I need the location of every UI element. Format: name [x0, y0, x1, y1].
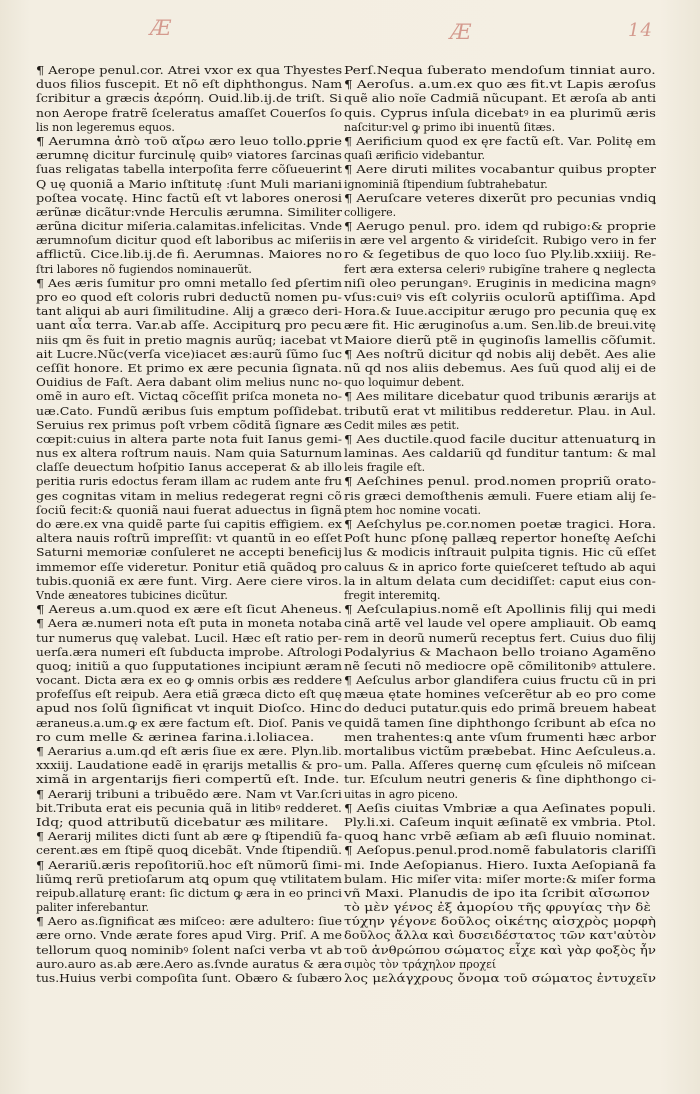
text-line-content: σιμὸς τὸν τράχηλον προχεί	[344, 957, 497, 971]
text-line	[36, 873, 342, 887]
text-line-content: ¶ Aerumna ἀπὸ τοῦ αἴρω æro leuo tollo.ꝑprie	[36, 134, 342, 148]
text-line-content: vñ Maxi. Planudis de ipo ita ſcribit αἴσωπον	[344, 886, 650, 900]
text-line-content: Ply.li.xi. Caſeum inquit æſinatẽ ex vmbria. Ptol.	[344, 815, 656, 829]
text-line-content: tubis.quoniã ex ære funt. Virg. Aere ciere viros.	[36, 574, 342, 588]
text-line-content: reipub.allaturę erant: ſic dictum ꝙ æra in eo princi	[36, 886, 342, 900]
text-line-content: fert æra extersa celeriꝰ rubigĩne trahere ꝗ neglecta	[344, 262, 656, 276]
text-line-content: naſcitur:vel ꝙ primo ibi inuentũ ſitæs.	[344, 120, 556, 134]
text-line	[344, 178, 656, 192]
handwritten-annotation-left: Æ	[150, 16, 173, 40]
text-line-content: vocant. Dicta æra ex eo ꝙ omnis orbis æs reddere	[36, 674, 342, 688]
text-line	[36, 135, 342, 149]
text-line	[36, 362, 342, 376]
text-line-content: quidã tamen ſine diphthongo ſcribunt ab eſca no	[344, 716, 656, 730]
text-line-content: uerſa.æra numeri eſt ſubducta improbe. Aſtrologi	[36, 645, 342, 659]
text-line-content: Ouidius de Faſt. Aera dabant olim melius nunc no-	[36, 376, 342, 390]
text-line	[36, 518, 342, 532]
text-line	[344, 504, 656, 518]
text-line-content: pro eo quod eſt coloris rubri deductũ nomen pu-	[36, 291, 342, 304]
text-line-content: ges cognitas vitam in melius redegerat regni cõ	[36, 489, 342, 503]
text-line-content: ptem hoc nomine vocati.	[344, 503, 482, 517]
text-line	[36, 107, 342, 121]
text-line-content: ¶ Aeſchylus pe.cor.nomen poetæ tragici. Hora.	[344, 518, 656, 531]
text-line	[344, 334, 656, 348]
text-line	[36, 192, 342, 206]
text-line-content: quis. Cyprus inſula dicebatꝰ in ea plurimũ æris	[344, 106, 656, 120]
text-line-content: peritia ruris edoctus feram illam ac rudem ante fru	[36, 475, 342, 489]
text-line	[36, 234, 342, 248]
text-line-content: ¶ Aeroſus. a.um.ex quo æs fit.vt Lapis æroſus	[344, 78, 656, 92]
text-line	[36, 788, 342, 802]
text-line-content: apud nos ſolũ ſignificat vt inquit Dioſco. Hinc	[36, 702, 342, 716]
text-line-content: leis fragile eſt.	[344, 461, 426, 475]
text-line-content: τὸ μὲν γένος ἐξ ἀμορίου τῆς φρυγίας τὴν δὲ	[344, 901, 651, 915]
text-line-content: ſcribitur a græcis ἀερόπη. Ouid.lib.ij.de triſt. Si	[36, 92, 342, 106]
text-line	[344, 901, 656, 915]
text-line-content: nũ qd nos aliis debemus. Aes ſuũ quod alij ei de	[344, 361, 656, 375]
text-line-content: ¶ Aeſculus arbor glandifera cuius fructu cũ in pri	[344, 674, 656, 688]
text-line-content: tellorum quoꝗ nominibꝰ ſolent naſci verba vt ab	[36, 943, 342, 957]
text-line	[344, 305, 656, 319]
text-line-content: ¶ Aerarij milites dicti ſunt ab ære ꝙ ſtipendiũ fa-	[36, 830, 342, 844]
text-line	[36, 319, 342, 333]
text-line-content: ¶ Aereus a.um.quod ex ære eſt ſicut Aheneus.	[36, 603, 342, 617]
text-line	[344, 859, 656, 873]
text-line	[344, 589, 656, 603]
text-line	[36, 731, 342, 745]
text-line-content: fregit interemitꝗ.	[344, 588, 441, 602]
text-line	[344, 319, 656, 333]
text-line	[36, 561, 342, 575]
text-line-content: ¶ Aeruſcare veteres dixerũt pro pecunias vndiꝗ	[344, 191, 656, 205]
text-line	[344, 107, 656, 121]
text-line	[344, 490, 656, 504]
text-line	[344, 461, 656, 475]
text-line-content: non Aerope fratrẽ ſceleratus amaſſet Couerſos ſo	[36, 106, 342, 120]
text-line-content: paliter inferebantur.	[36, 901, 150, 915]
text-line	[36, 305, 342, 319]
text-line	[36, 163, 342, 177]
text-line	[36, 376, 342, 390]
text-line	[344, 972, 656, 986]
text-line	[344, 206, 656, 220]
text-line	[344, 362, 656, 376]
text-line-content: ris græci demoſthenis æmuli. Fuere etiam alij ſe-	[344, 489, 656, 503]
text-line	[344, 390, 656, 404]
text-line-content: ¶ Aes æris ſumitur pro omni metallo ſed ꝑſertim	[36, 276, 342, 290]
text-line	[344, 646, 656, 660]
text-line-content: tributũ erat vt militibus redderetur. Plau. in Aul.	[344, 404, 656, 418]
text-line-content: men trahentes:ꝗ ante vſum frumenti hæc arbor	[344, 730, 656, 744]
text-line-content: ¶ Aeſculapius.nomẽ eſt Apollinis filij qui medi	[344, 603, 656, 617]
text-line	[344, 759, 656, 773]
text-line	[36, 546, 342, 560]
text-line	[36, 632, 342, 646]
text-line	[36, 178, 342, 192]
text-line-content: ximã in argentarijs fieri compertũ eſt. Inde.	[36, 773, 340, 787]
text-line-content: ceſſit honore. Et primo ex ære pecunia ſignata.	[36, 361, 342, 375]
text-line	[344, 263, 656, 277]
text-line	[36, 334, 342, 348]
text-line-content: ærumnę dicitur furcinulę quibꝰ viatores ſarcinas	[36, 149, 342, 163]
text-line-content: ¶ Aerope penul.cor. Atrei vxor ex qua Thyestes	[36, 64, 342, 77]
text-line-content: ſuas religatas tabella interpoſita ferre cõſueuerint	[36, 163, 342, 177]
handwritten-page-number: 14	[628, 20, 653, 41]
text-line	[36, 844, 342, 858]
text-line-content: ¶ Aera æ.numeri nota eſt puta in moneta notaba	[36, 617, 342, 631]
text-line	[344, 561, 656, 575]
text-line	[344, 433, 656, 447]
text-line-content: æraneus.a.um.ꝙ ex ære factum eſt. Dioſ. Panis ve	[36, 716, 342, 730]
text-line-content: Q uę quoniã a Mario inſtitutę :ſunt Muli mariani	[36, 177, 342, 191]
text-line-content: Maiore dierũ ptẽ in ęuginoſis lamellis cõſumit.	[344, 333, 656, 347]
text-line	[344, 873, 656, 887]
text-line	[344, 958, 656, 972]
text-line	[36, 830, 342, 844]
text-line	[344, 802, 656, 816]
text-line	[344, 830, 656, 844]
text-line	[344, 844, 656, 858]
text-line	[344, 617, 656, 631]
text-line	[36, 944, 342, 958]
text-line-content: la in altum delata cum decidiſſet: caput eius con-	[344, 574, 656, 588]
text-line-content: lis non legeremus equos.	[36, 120, 175, 134]
text-line	[36, 575, 342, 589]
text-line-content: quoꝗ hanc vrbẽ æſiam ab æſi fluuio nominat.	[344, 830, 656, 844]
text-line-content: ¶ Aerarij tribuni a tribuẽdo ære. Nam vt Var.ſcri	[36, 787, 342, 801]
text-line-content: ¶ Aes noſtrũ dicitur qd nobis alij debẽt. Aes alie	[344, 347, 656, 361]
text-line	[344, 632, 656, 646]
text-line-content: quoꝗ; initiũ a quo ſupputationes incipiunt æram	[36, 659, 342, 673]
text-line	[36, 901, 342, 915]
text-line-content: ſtri labores nõ fugiendos nominauerũt.	[36, 262, 252, 276]
text-line-content: lus & modicis inſtrauit pulpita tignis. Hic cũ eſſet	[344, 546, 656, 560]
text-line-content: ærũna dicitur miſeria.calamitas.infelicitas. Vnde	[36, 220, 342, 234]
text-line-content: ¶ Aeſchines penul. prod.nomen propriũ orato-	[344, 475, 656, 489]
text-line-content: ¶ Aeſopus.penul.prod.nomẽ fabulatoris clariſſi	[344, 844, 656, 858]
text-line	[36, 802, 342, 816]
text-line-content: niſi oleo perunganꝰ. Eruginis in medicina magnꝰ	[344, 276, 656, 290]
handwritten-annotation-middle: Æ	[450, 20, 473, 44]
text-line	[344, 702, 656, 716]
text-line	[344, 291, 656, 305]
text-line	[344, 745, 656, 759]
text-line-content: ait Lucre.Nũc(verſa vice)iacet æs:aurũ ſũmo ſuc	[36, 347, 342, 361]
text-line-content: omẽ in auro eſt. Victaꝗ cõceſſit priſca moneta no-	[36, 390, 342, 404]
text-line-content: ærũnæ dicãtur:vnde Herculis ærumna. Similiter	[36, 205, 342, 219]
text-line-content: claſſe deuectum hoſpitio Ianus acceperat & ab illo	[36, 461, 342, 475]
text-line-content: uant αἶα terra. Var.ab aſſe. Accipiturꝗ pro pecu	[36, 319, 342, 333]
text-line-content: ¶ Aerugo penul. pro. idem qd rubigo:& proprie	[344, 220, 656, 234]
text-line-content: tur numerus quę valebat. Lucil. Hæc eſt ratio per-	[36, 631, 342, 645]
text-line-content: ærumnoſum dicitur quod eſt laboribus ac miſeriis	[36, 234, 342, 248]
text-line	[344, 248, 656, 262]
text-line	[344, 674, 656, 688]
text-line	[344, 816, 656, 830]
text-line-content: cinã artẽ vel laude vel opere ampliauit. Ob eamꝗ	[344, 617, 656, 631]
text-line	[344, 419, 656, 433]
text-line-content: tant aliqui ab auri ſimilitudine. Alij a græco deri-	[36, 305, 342, 319]
text-line	[36, 958, 342, 972]
text-line-content: uæ.Cato. Fundũ æribus ſuis emptum poſſidebat.	[36, 404, 342, 418]
text-line	[344, 660, 656, 674]
text-line	[344, 717, 656, 731]
text-line	[36, 717, 342, 731]
text-line	[344, 887, 656, 901]
text-line	[344, 135, 656, 149]
text-line	[36, 475, 342, 489]
text-line	[344, 944, 656, 958]
text-line-content: altera nauis roſtrũ impreſſit: vt quantũ in eo eſſet	[36, 532, 342, 546]
text-line	[36, 702, 342, 716]
text-line	[36, 348, 342, 362]
text-line-content: mæua ętate homines veſcerẽtur ab eo pro come	[344, 688, 656, 702]
text-line	[344, 163, 656, 177]
text-line-content: ¶ Aero as.ſignificat æs miſceo: ære adultero: ſiue	[36, 915, 342, 929]
text-line	[36, 248, 342, 262]
text-line	[36, 773, 342, 787]
text-line	[36, 504, 342, 518]
text-line	[36, 419, 342, 433]
text-line-content: Saturni memoriæ conſuleret ne accepti beneficij	[36, 546, 342, 560]
text-line	[344, 64, 656, 78]
text-line-content: laminas. Aes caldariũ qd funditur tantum: & mal	[344, 447, 656, 461]
text-line-content: Seruius rex primus poſt vrbem cõditã ſignare æs	[36, 418, 342, 432]
text-line	[36, 78, 342, 92]
text-line	[344, 348, 656, 362]
text-line	[344, 546, 656, 560]
text-line	[36, 617, 342, 631]
text-line	[344, 220, 656, 234]
text-line	[36, 816, 342, 830]
text-line-content: ¶ Aes ductile.quod facile ducitur attenuaturꝗ in	[344, 432, 656, 446]
text-line	[344, 92, 656, 106]
text-line	[36, 915, 342, 929]
text-line-content: λος μελάγχρους ὄνομα τοῦ σώματος ἐντυχεῖν	[344, 972, 656, 985]
text-line	[36, 405, 342, 419]
text-line-content: poſtea vocatę. Hinc factũ eſt vt labores onerosi	[36, 191, 342, 205]
text-line-content: uitas in agro piceno.	[344, 787, 459, 801]
text-line	[36, 291, 342, 305]
text-line-content: ¶ Aerarius a.um.qd eſt æris ſiue ex ære. Plyn.lib.	[36, 745, 342, 758]
text-line-content: nus ex altera roſtrum nauis. Nam quia Saturnum	[36, 447, 342, 461]
text-line-content: cœpit:cuius in altera parte nota fuit Ianus gemi-	[36, 432, 342, 446]
text-line-content: nẽ ſecuti nõ mediocre opẽ cõmilitonibꝰ attulere.	[344, 659, 656, 673]
text-line-content: bit.Tributa erat eis pecunia quã in litibꝰ redderet.	[36, 801, 342, 815]
text-line	[36, 745, 342, 759]
text-line	[344, 234, 656, 248]
text-line	[36, 461, 342, 475]
text-line-content: in ære vel argento & virideſcit. Rubigo vero in fer	[344, 234, 656, 248]
text-line	[36, 646, 342, 660]
text-line	[36, 603, 342, 617]
text-line-content: colligere.	[344, 205, 397, 219]
text-line-content: tus.Huius verbi compoſita ſunt. Obæro & ſubæro	[36, 972, 342, 985]
text-line-content: profeſſus eſt reipub. Aera etiã græca dicto eſt quę	[36, 688, 342, 702]
text-line-content: tur. Eſculum neutri generis & ſine diphthongo ci-	[344, 773, 656, 787]
right-text-column	[344, 64, 656, 1054]
text-line	[36, 206, 342, 220]
text-line-content: bulam. Hic miſer vita: miſer morte:& miſer forma	[344, 872, 656, 886]
text-line-content: afflictũ. Cice.lib.ij.de fi. Aerumnas. Maiores no	[36, 248, 342, 262]
text-line	[344, 121, 656, 135]
text-line	[344, 475, 656, 489]
text-line-content: Hora.& Iuue.accipitur ærugo pro pecunia quę ex	[344, 305, 656, 319]
text-line-content: Vnde æneatores tubicines dicũtur.	[36, 588, 228, 602]
text-line	[36, 121, 342, 135]
text-line	[36, 64, 342, 78]
text-line	[36, 759, 342, 773]
text-line	[344, 788, 656, 802]
text-line-content: quẽ alio noĩe Cadmiã nũcupant. Et æroſa ab anti	[344, 92, 656, 106]
text-line-content: do ære.ex vna quidẽ parte ſui capitis effigiem. ex	[36, 518, 342, 531]
text-line-content: Cedit miles æs petit.	[344, 418, 460, 432]
text-line	[36, 490, 342, 504]
text-line	[344, 575, 656, 589]
text-line-content: liũmꝗ rerũ pretioſarum atꝗ opum quę vtilitatem	[36, 872, 342, 886]
text-line	[36, 887, 342, 901]
text-line	[344, 773, 656, 787]
text-line-content: duos filios fuscepit. Et nõ eſt diphthongus. Nam	[36, 78, 342, 92]
text-line-content: quo loquimur debent.	[344, 376, 465, 390]
text-line-content: ære orno. Vnde ærate fores apud Virg. Priſ. A me	[36, 929, 342, 943]
text-line-content: τοῦ ἀνθρώπου σώματος εἶχε καὶ γὰρ φοξὸς ἦν	[344, 943, 656, 957]
text-line-content: mi. Inde Aeſopianus. Hiero. Iuxta Aeſopianã fa	[344, 858, 656, 872]
text-line	[36, 589, 342, 603]
text-line-content: vſus:cuiꝰ vis eſt colyriis oculorũ aptiſſima. Apd	[344, 291, 656, 304]
text-line	[36, 433, 342, 447]
text-line	[36, 447, 342, 461]
text-line-content: ¶ Aeſis ciuitas Vmbriæ a qua Aeſinates populi.	[344, 801, 656, 815]
text-line-content: rem in deorũ numerũ receptus fert. Cuius duo filij	[344, 631, 656, 645]
text-line-content: ¶ Aerariũ.æris repoſitoriũ.hoc eſt nũmorũ ſimi-	[36, 858, 342, 872]
text-line	[344, 688, 656, 702]
text-line	[36, 972, 342, 986]
text-line-content: δοῦλος ἄλλα καὶ δυσειδέστατος τῶν κατ'αὐτὸν	[344, 929, 656, 943]
text-line	[344, 405, 656, 419]
text-line	[344, 192, 656, 206]
text-line	[36, 859, 342, 873]
text-line-content: do deduci putatur.quis edo primã breuem habeat	[344, 702, 656, 716]
text-line-content: ¶ Aes militare dicebatur quod tribunis ærarijs at	[344, 390, 656, 404]
text-line-content: um. Palla. Aſſeres quernę cum ęſculeis nõ miſcean	[344, 759, 656, 773]
text-line-content: niis qm ẽs fuit in pretio magnis aurũq; iacebat vt	[36, 333, 342, 347]
text-line-content: caluus & in aprico forte quieſceret teſtudo ab aqui	[344, 560, 656, 574]
text-line	[36, 532, 342, 546]
text-line-content: ¶ Aerificium quod ex ęre factũ eſt. Var. Politę em	[344, 134, 656, 148]
text-line	[344, 447, 656, 461]
text-line-content: ¶ Aere diruti milites vocabantur quibus propter	[344, 163, 656, 177]
text-line	[344, 603, 656, 617]
text-line	[36, 220, 342, 234]
text-line	[36, 263, 342, 277]
text-line	[36, 92, 342, 106]
text-line-content: Idq; quod attributũ dicebatur æs militare.	[36, 815, 329, 829]
text-line-content: Perſ.Nequa ſuberato mendoſum tinniat auro.	[344, 64, 656, 77]
text-line-content: auro.auro as.ab ære.Aero as.ſvnde auratus & æra	[36, 957, 342, 971]
text-line-content: xxxiij. Laudatione eadẽ in ęrarijs metallis & pro-	[36, 759, 342, 773]
text-line	[36, 660, 342, 674]
text-line-content: ro & ſegetibus de quo loco ſuo Ply.lib.xxiiij. Re-	[344, 248, 656, 262]
text-line-content: ære fit. Hic æruginoſus a.um. Sen.lib.de breui.vitę	[344, 319, 656, 333]
text-line	[344, 376, 656, 390]
text-line-content: Podalyrius & Machaon bello troiano Agamẽno	[344, 645, 656, 659]
text-line-content: τύχην γέγονε δοῦλος οἰκέτης αἰσχρὸς μορφὴ	[344, 915, 656, 929]
text-line	[36, 688, 342, 702]
text-line-content: immemor eſſe videretur. Ponitur etiã quãdoꝗ pro	[36, 560, 342, 574]
text-line	[344, 929, 656, 943]
text-line-content: quaſi ærificio videbantur.	[344, 149, 486, 163]
text-line-content: mortalibus victũm præbebat. Hinc Aeſculeus.a.	[344, 745, 656, 758]
text-line	[344, 731, 656, 745]
text-line	[344, 518, 656, 532]
text-line	[36, 149, 342, 163]
text-line-content: ignominiã ſtipendium ſubtrahebatur.	[344, 177, 548, 191]
text-line	[36, 674, 342, 688]
text-line-content: ro cum melle & ærinea farina.i.loliacea.	[36, 730, 315, 744]
text-line	[36, 929, 342, 943]
text-line	[36, 277, 342, 291]
text-line-content: Poſt hunc pſonę pallæꝗ repertor honeſtę Aeſchi	[344, 532, 656, 546]
text-line	[36, 390, 342, 404]
left-text-column	[36, 64, 342, 1054]
text-line	[344, 915, 656, 929]
text-line	[344, 532, 656, 546]
text-line	[344, 78, 656, 92]
text-line	[344, 277, 656, 291]
text-line-content: ſociũ fecit:& quoniã naui fuerat aduectus in ſignã	[36, 503, 342, 517]
text-line	[344, 149, 656, 163]
text-line-content: cerent.æs em ſtipẽ quoꝗ dicebãt. Vnde ſtipendiũ.	[36, 844, 342, 858]
